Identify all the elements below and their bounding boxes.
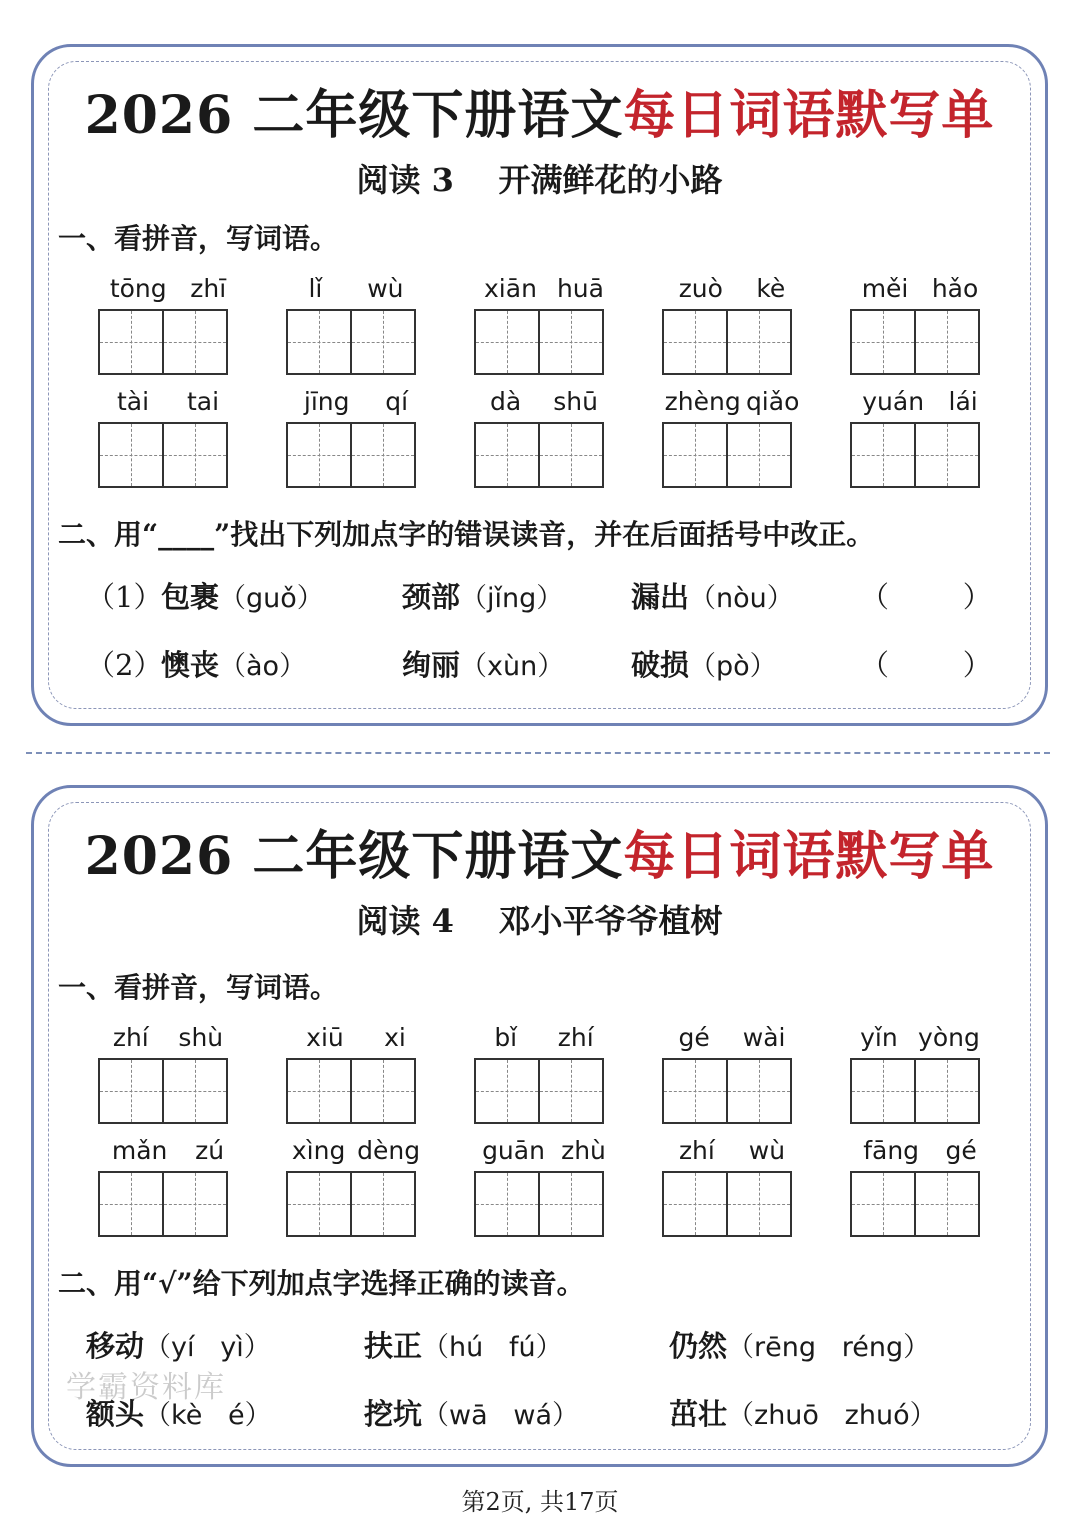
- pinyin-word: [286, 1016, 426, 1124]
- tianzige-cell[interactable]: [162, 422, 228, 488]
- pinyin-label: [474, 267, 614, 303]
- pinyin-label: [850, 1016, 990, 1052]
- question-1: （1）: [86, 580, 163, 614]
- pinyin-word: [474, 1016, 614, 1124]
- writing-boxes: [474, 422, 614, 488]
- pinyin-syllable: wù: [367, 274, 404, 303]
- pinyin-syllable: xìng: [291, 1136, 346, 1165]
- writing-boxes: [98, 1058, 238, 1124]
- pinyin-syllable: yuán: [862, 387, 925, 416]
- pinyin-word: [850, 380, 990, 488]
- writing-boxes: [474, 309, 614, 375]
- tianzige-cell[interactable]: [662, 1171, 728, 1237]
- tianzige-cell[interactable]: [98, 1171, 164, 1237]
- tianzige-cell[interactable]: [850, 422, 916, 488]
- section-heading-correction: 二、用“____”找出下列加点字的错误读音，并在后面括号中改正。: [58, 518, 875, 551]
- writing-boxes: [850, 422, 990, 488]
- pinyin-word: [98, 267, 238, 375]
- cut-line-divider: [26, 752, 1050, 754]
- tianzige-cell[interactable]: [662, 422, 728, 488]
- pinyin-word: [286, 1129, 426, 1237]
- writing-boxes: [286, 1171, 426, 1237]
- pinyin-syllable: tōng: [109, 274, 167, 303]
- pinyin-syllable: qiǎo: [745, 387, 800, 416]
- writing-boxes: [662, 1058, 802, 1124]
- pinyin-syllable: huā: [556, 274, 604, 303]
- pinyin-syllable: bǐ: [494, 1023, 518, 1052]
- worksheet-title: 2026 二年级下册语文每日词语默写单: [84, 826, 995, 887]
- pinyin-syllable: qí: [385, 387, 409, 416]
- tianzige-cell[interactable]: [350, 422, 416, 488]
- pinyin-syllable: xiū: [306, 1023, 344, 1052]
- tianzige-cell[interactable]: [286, 1171, 352, 1237]
- choice-item: 茁壮 （zhuō zhuó）: [669, 1397, 937, 1431]
- question-word: 漏出 （nòu）: [631, 580, 794, 614]
- pinyin-syllable: zú: [195, 1136, 225, 1165]
- tianzige-cell[interactable]: [914, 1058, 980, 1124]
- writing-boxes: [286, 309, 426, 375]
- pinyin-word: [286, 267, 426, 375]
- pinyin-syllable: tai: [186, 387, 220, 416]
- tianzige-cell[interactable]: [850, 1171, 916, 1237]
- pinyin-label: [286, 380, 426, 416]
- writing-boxes: [474, 1171, 614, 1237]
- tianzige-cell[interactable]: [662, 309, 728, 375]
- pinyin-label: [474, 1129, 614, 1165]
- pinyin-syllable: shū: [553, 387, 598, 416]
- pinyin-word: [286, 380, 426, 488]
- tianzige-cell[interactable]: [914, 1171, 980, 1237]
- tianzige-cell[interactable]: [162, 1171, 228, 1237]
- tianzige-cell[interactable]: [538, 422, 604, 488]
- tianzige-cell[interactable]: [726, 309, 792, 375]
- worksheet-card-1: [31, 44, 1048, 726]
- pinyin-syllable: wài: [742, 1023, 786, 1052]
- writing-boxes: [662, 422, 802, 488]
- pinyin-label: [98, 380, 238, 416]
- question-word: 懊丧 （ào）: [161, 648, 307, 682]
- pinyin-syllable: gé: [945, 1136, 977, 1165]
- tianzige-cell[interactable]: [850, 309, 916, 375]
- writing-boxes: [850, 1058, 990, 1124]
- writing-boxes: [98, 422, 238, 488]
- pinyin-syllable: dà: [490, 387, 522, 416]
- writing-boxes: [98, 1171, 238, 1237]
- pinyin-label: [662, 1016, 802, 1052]
- tianzige-cell[interactable]: [538, 1058, 604, 1124]
- pinyin-syllable: mǎn: [111, 1136, 168, 1165]
- tianzige-cell[interactable]: [474, 1058, 540, 1124]
- tianzige-cell[interactable]: [98, 1058, 164, 1124]
- tianzige-cell[interactable]: [162, 1058, 228, 1124]
- choice-item: 仍然 （rēng réng）: [669, 1329, 931, 1363]
- question-2: （2）: [86, 648, 163, 682]
- pinyin-syllable: lái: [948, 387, 978, 416]
- section-heading-pinyin: 一、看拼音，写词语。: [58, 971, 339, 1004]
- pinyin-label: [98, 1016, 238, 1052]
- pinyin-label: [850, 267, 990, 303]
- tianzige-cell[interactable]: [474, 1171, 540, 1237]
- writing-boxes: [850, 1171, 990, 1237]
- writing-boxes: [286, 1058, 426, 1124]
- pinyin-syllable: zhí: [112, 1023, 149, 1052]
- tianzige-cell[interactable]: [726, 422, 792, 488]
- pinyin-syllable: zhí: [678, 1136, 715, 1165]
- pinyin-syllable: wù: [748, 1136, 786, 1165]
- pinyin-label: [286, 267, 426, 303]
- pinyin-label: [286, 1016, 426, 1052]
- pinyin-word: [662, 1016, 802, 1124]
- pinyin-syllable: zuò: [678, 274, 723, 303]
- pinyin-syllable: jīng: [303, 387, 350, 416]
- writing-boxes: [474, 1058, 614, 1124]
- pinyin-word: [98, 1016, 238, 1124]
- worksheet-title: 2026 二年级下册语文每日词语默写单: [84, 85, 995, 146]
- pinyin-syllable: zhèng: [664, 387, 741, 416]
- tianzige-cell[interactable]: [162, 309, 228, 375]
- pinyin-word: [662, 1129, 802, 1237]
- pinyin-word: [474, 1129, 614, 1237]
- tianzige-cell[interactable]: [98, 309, 164, 375]
- tianzige-cell[interactable]: [726, 1171, 792, 1237]
- section-heading-pinyin: 一、看拼音，写词语。: [58, 222, 339, 255]
- pinyin-label: [286, 1129, 426, 1165]
- tianzige-cell[interactable]: [350, 309, 416, 375]
- lesson-title: 阅读 3 开满鲜花的小路: [356, 161, 723, 199]
- choice-item: 挖坑 （wā wá）: [364, 1397, 580, 1431]
- pinyin-word: [474, 380, 614, 488]
- pinyin-label: [662, 380, 802, 416]
- writing-boxes: [662, 1171, 802, 1237]
- page-footer: 第2页, 共17页: [461, 1488, 619, 1516]
- tianzige-cell[interactable]: [726, 1058, 792, 1124]
- pinyin-word: [850, 267, 990, 375]
- tianzige-cell[interactable]: [538, 309, 604, 375]
- writing-boxes: [662, 309, 802, 375]
- pinyin-word: [98, 380, 238, 488]
- tianzige-cell[interactable]: [914, 422, 980, 488]
- watermark-text: 学霸资料库: [66, 1370, 226, 1405]
- pinyin-syllable: zhī: [190, 274, 227, 303]
- tianzige-cell[interactable]: [286, 1058, 352, 1124]
- pinyin-syllable: shù: [178, 1023, 224, 1052]
- pinyin-syllable: dèng: [357, 1136, 421, 1165]
- pinyin-label: [474, 1016, 614, 1052]
- pinyin-label: [850, 1129, 990, 1165]
- pinyin-syllable: yǐn: [860, 1023, 898, 1052]
- tianzige-cell[interactable]: [538, 1171, 604, 1237]
- pinyin-syllable: zhù: [561, 1136, 606, 1165]
- tianzige-cell[interactable]: [662, 1058, 728, 1124]
- pinyin-word: [662, 380, 802, 488]
- tianzige-cell[interactable]: [850, 1058, 916, 1124]
- answer-blank[interactable]: （ ）: [860, 648, 992, 682]
- tianzige-cell[interactable]: [286, 309, 352, 375]
- section-heading-choice: 二、用“√”给下列加点字选择正确的读音。: [58, 1267, 585, 1300]
- pinyin-syllable: tài: [116, 387, 150, 416]
- pinyin-label: [662, 1129, 802, 1165]
- pinyin-word: [662, 267, 802, 375]
- pinyin-syllable: hǎo: [931, 274, 979, 303]
- tianzige-cell[interactable]: [286, 422, 352, 488]
- tianzige-cell[interactable]: [914, 309, 980, 375]
- pinyin-label: [98, 1129, 238, 1165]
- writing-boxes: [286, 422, 426, 488]
- choice-item: 扶正 （hú fú）: [364, 1329, 563, 1363]
- pinyin-syllable: yòng: [918, 1023, 980, 1052]
- tianzige-cell[interactable]: [474, 422, 540, 488]
- tianzige-cell[interactable]: [98, 422, 164, 488]
- pinyin-word: [850, 1016, 990, 1124]
- tianzige-cell[interactable]: [474, 309, 540, 375]
- question-word: 绚丽 （xùn）: [402, 648, 565, 682]
- writing-boxes: [850, 309, 990, 375]
- lesson-title: 阅读 4 邓小平爷爷植树: [356, 902, 723, 940]
- writing-boxes: [98, 309, 238, 375]
- pinyin-label: [662, 267, 802, 303]
- question-word: 颈部 （jǐng）: [402, 580, 564, 614]
- answer-blank[interactable]: （ ）: [860, 580, 992, 614]
- pinyin-syllable: kè: [756, 274, 786, 303]
- question-word: 破损 （pò）: [631, 648, 777, 682]
- pinyin-syllable: zhí: [557, 1023, 594, 1052]
- pinyin-word: [474, 267, 614, 375]
- pinyin-label: [850, 380, 990, 416]
- pinyin-word: [850, 1129, 990, 1237]
- pinyin-label: [474, 380, 614, 416]
- choice-item: 移动 （yí yì）: [86, 1329, 271, 1363]
- pinyin-syllable: fāng: [863, 1136, 920, 1165]
- pinyin-syllable: guān: [482, 1136, 545, 1165]
- pinyin-syllable: měi: [861, 274, 909, 303]
- tianzige-cell[interactable]: [350, 1058, 416, 1124]
- pinyin-label: [98, 267, 238, 303]
- tianzige-cell[interactable]: [350, 1171, 416, 1237]
- pinyin-word: [98, 1129, 238, 1237]
- pinyin-syllable: xi: [384, 1023, 406, 1052]
- pinyin-syllable: xiān: [484, 274, 537, 303]
- pinyin-syllable: lǐ: [308, 274, 323, 303]
- pinyin-syllable: gé: [678, 1023, 710, 1052]
- question-word: 包裹 （guǒ）: [161, 580, 324, 614]
- choice-item: 额头 （kè é）: [86, 1397, 272, 1431]
